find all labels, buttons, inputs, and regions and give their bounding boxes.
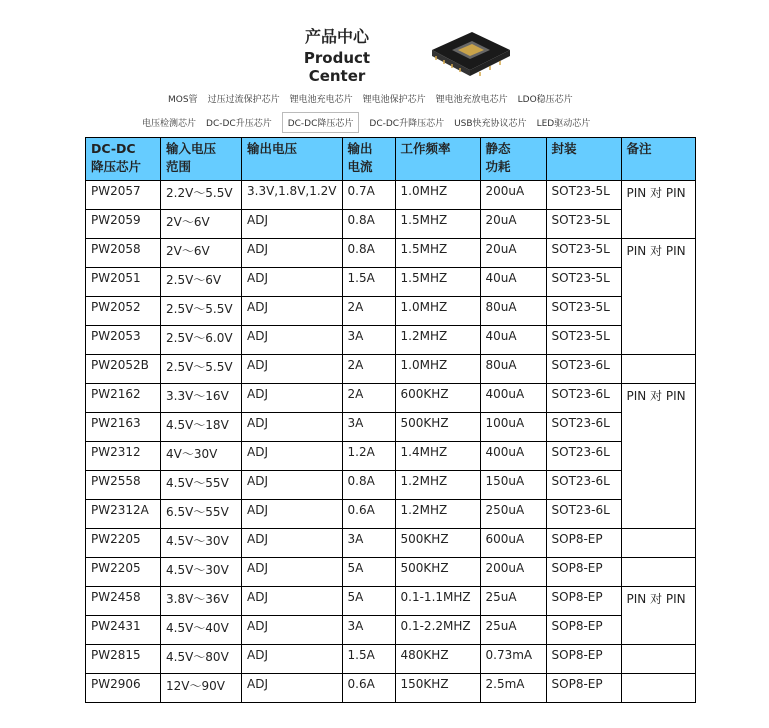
column-header: 静态 功耗: [480, 138, 546, 181]
table-cell: PW2163: [86, 413, 161, 442]
nav-item[interactable]: DC-DC降压芯片: [282, 112, 360, 133]
table-row: [86, 500, 696, 529]
nav-item[interactable]: USB快充协议芯片: [454, 119, 527, 129]
table-cell: ADJ: [242, 558, 343, 587]
table-cell: 600KHZ: [395, 384, 480, 413]
remark-cell: PIN 对 PIN: [621, 239, 695, 355]
table-cell: 5A: [342, 587, 395, 616]
table-row: [86, 558, 696, 587]
table-cell: ADJ: [242, 355, 343, 384]
remark-cell: [621, 645, 695, 674]
title-en: Product Center: [303, 49, 371, 85]
table-cell: PW2053: [86, 326, 161, 355]
table-cell: PW2312A: [86, 500, 161, 529]
table-cell: SOP8-EP: [546, 674, 621, 703]
table-cell: 2.5V～5.5V: [161, 297, 242, 326]
table-cell: 200uA: [480, 558, 546, 587]
table-cell: PW2205: [86, 558, 161, 587]
table-cell: 2.5mA: [480, 674, 546, 703]
table-cell: 3.3V～16V: [161, 384, 242, 413]
table-cell: 1.5MHZ: [395, 268, 480, 297]
table-cell: 25uA: [480, 587, 546, 616]
chip-image: [422, 20, 514, 82]
table-cell: SOT23-6L: [546, 471, 621, 500]
column-header: 输入电压 范围: [161, 138, 242, 181]
column-header: 工作频率: [395, 138, 480, 181]
nav-item[interactable]: LDO稳压芯片: [517, 95, 573, 105]
table-cell: ADJ: [242, 210, 343, 239]
table-cell: 80uA: [480, 297, 546, 326]
table-cell: 2A: [342, 355, 395, 384]
table-row: [86, 239, 696, 268]
table-cell: 4.5V～80V: [161, 645, 242, 674]
table-cell: ADJ: [242, 413, 343, 442]
remark-cell: [621, 558, 695, 587]
page-header: [276, 24, 398, 85]
table-cell: 0.6A: [342, 674, 395, 703]
table-cell: 1.4MHZ: [395, 442, 480, 471]
table-cell: PW2162: [86, 384, 161, 413]
table-cell: SOP8-EP: [546, 529, 621, 558]
table-cell: PW2458: [86, 587, 161, 616]
nav-item[interactable]: MOS管: [168, 95, 198, 105]
table-row: [86, 587, 696, 616]
title-cn: 产品中心: [304, 27, 369, 46]
table-cell: 4V～30V: [161, 442, 242, 471]
table-cell: ADJ: [242, 268, 343, 297]
table-row: [86, 355, 696, 384]
table-cell: 2.5V～6.0V: [161, 326, 242, 355]
table-cell: 1.5A: [342, 645, 395, 674]
nav-item[interactable]: 锂电池保护芯片: [362, 95, 426, 105]
table-cell: ADJ: [242, 471, 343, 500]
table-cell: 0.6A: [342, 500, 395, 529]
table-cell: 3A: [342, 616, 395, 645]
table-cell: 200uA: [480, 181, 546, 210]
table-cell: SOP8-EP: [546, 558, 621, 587]
table-cell: PW2815: [86, 645, 161, 674]
table-cell: 0.73mA: [480, 645, 546, 674]
nav-item[interactable]: 锂电池充放电芯片: [435, 95, 508, 105]
table-row: [86, 413, 696, 442]
table-row: [86, 442, 696, 471]
table-cell: 500KHZ: [395, 413, 480, 442]
table-row: [86, 326, 696, 355]
table-cell: ADJ: [242, 442, 343, 471]
table-cell: 25uA: [480, 616, 546, 645]
table-row: [86, 529, 696, 558]
table-cell: 1.0MHZ: [395, 181, 480, 210]
table-cell: 0.1-2.2MHZ: [395, 616, 480, 645]
table-cell: ADJ: [242, 326, 343, 355]
table-cell: 1.5A: [342, 268, 395, 297]
table-cell: PW2059: [86, 210, 161, 239]
table-row: [86, 471, 696, 500]
table-cell: 1.2MHZ: [395, 326, 480, 355]
table-cell: 4.5V～30V: [161, 558, 242, 587]
table-cell: 40uA: [480, 326, 546, 355]
table-cell: 2V～6V: [161, 210, 242, 239]
table-cell: 3.8V～36V: [161, 587, 242, 616]
table-cell: SOT23-5L: [546, 268, 621, 297]
table-cell: PW2052: [86, 297, 161, 326]
table-cell: SOT23-6L: [546, 442, 621, 471]
table-cell: 480KHZ: [395, 645, 480, 674]
table-cell: 2V～6V: [161, 239, 242, 268]
table-cell: 250uA: [480, 500, 546, 529]
nav-item[interactable]: LED驱动芯片: [536, 119, 591, 129]
table-cell: 3A: [342, 326, 395, 355]
table-cell: 150uA: [480, 471, 546, 500]
table-cell: SOT23-5L: [546, 297, 621, 326]
table-cell: 1.2MHZ: [395, 471, 480, 500]
table-cell: 3A: [342, 529, 395, 558]
column-header: 输出 电流: [342, 138, 395, 181]
table-cell: 400uA: [480, 384, 546, 413]
table-cell: SOT23-5L: [546, 181, 621, 210]
table-cell: ADJ: [242, 297, 343, 326]
table-row: [86, 210, 696, 239]
table-cell: 40uA: [480, 268, 546, 297]
table-cell: 1.5MHZ: [395, 210, 480, 239]
remark-cell: PIN 对 PIN: [621, 181, 695, 239]
table-cell: PW2558: [86, 471, 161, 500]
table-cell: SOT23-5L: [546, 239, 621, 268]
table-cell: 2.5V～5.5V: [161, 355, 242, 384]
table-cell: PW2205: [86, 529, 161, 558]
table-cell: 1.2MHZ: [395, 500, 480, 529]
table-cell: ADJ: [242, 500, 343, 529]
table-cell: 4.5V～18V: [161, 413, 242, 442]
table-cell: 0.8A: [342, 471, 395, 500]
table-cell: ADJ: [242, 239, 343, 268]
table-cell: PW2312: [86, 442, 161, 471]
table-cell: 100uA: [480, 413, 546, 442]
table-row: [86, 181, 696, 210]
table-cell: PW2058: [86, 239, 161, 268]
table-cell: 500KHZ: [395, 529, 480, 558]
table-cell: SOT23-6L: [546, 500, 621, 529]
remark-cell: [621, 674, 695, 703]
table-cell: 2A: [342, 384, 395, 413]
nav-item[interactable]: 过压过流保护芯片: [207, 95, 280, 105]
table-cell: SOT23-5L: [546, 326, 621, 355]
table-cell: 1.0MHZ: [395, 355, 480, 384]
category-nav-row-1: [168, 92, 583, 105]
table-cell: 2A: [342, 297, 395, 326]
nav-item[interactable]: 电压检测芯片: [142, 119, 197, 129]
table-cell: ADJ: [242, 645, 343, 674]
table-cell: 12V～90V: [161, 674, 242, 703]
table-cell: 1.2A: [342, 442, 395, 471]
table-cell: PW2906: [86, 674, 161, 703]
table-cell: 2.2V～5.5V: [161, 181, 242, 210]
table-cell: 4.5V～40V: [161, 616, 242, 645]
table-cell: 0.1-1.1MHZ: [395, 587, 480, 616]
table-cell: SOT23-6L: [546, 355, 621, 384]
column-header: DC-DC 降压芯片: [86, 138, 161, 181]
category-nav-row-2: [142, 116, 600, 133]
table-cell: SOP8-EP: [546, 645, 621, 674]
remark-cell: PIN 对 PIN: [621, 587, 695, 645]
table-cell: ADJ: [242, 529, 343, 558]
table-cell: SOT23-6L: [546, 413, 621, 442]
nav-item[interactable]: DC-DC升降压芯片: [369, 119, 445, 129]
nav-item[interactable]: 锂电池充电芯片: [289, 95, 353, 105]
table-cell: ADJ: [242, 616, 343, 645]
table-cell: 20uA: [480, 239, 546, 268]
table-cell: 20uA: [480, 210, 546, 239]
table-cell: 400uA: [480, 442, 546, 471]
table-cell: PW2057: [86, 181, 161, 210]
table-cell: 2.5V～6V: [161, 268, 242, 297]
remark-cell: [621, 529, 695, 558]
table-cell: 5A: [342, 558, 395, 587]
table-cell: 0.8A: [342, 239, 395, 268]
table-cell: ADJ: [242, 384, 343, 413]
table-cell: PW2051: [86, 268, 161, 297]
table-cell: 1.0MHZ: [395, 297, 480, 326]
table-cell: 500KHZ: [395, 558, 480, 587]
table-row: [86, 297, 696, 326]
column-header: 备注: [621, 138, 695, 181]
table-cell: 3A: [342, 413, 395, 442]
table-cell: SOT23-5L: [546, 210, 621, 239]
remark-cell: [621, 355, 695, 384]
column-header: 封装: [546, 138, 621, 181]
table-cell: 4.5V～55V: [161, 471, 242, 500]
table-cell: PW2052B: [86, 355, 161, 384]
table-cell: 4.5V～30V: [161, 529, 242, 558]
nav-item[interactable]: DC-DC升压芯片: [206, 119, 272, 129]
column-header: 输出电压: [242, 138, 343, 181]
table-cell: 6.5V～55V: [161, 500, 242, 529]
table-row: [86, 384, 696, 413]
table-row: [86, 645, 696, 674]
table-cell: PW2431: [86, 616, 161, 645]
table-cell: SOP8-EP: [546, 587, 621, 616]
table-cell: SOT23-6L: [546, 384, 621, 413]
table-cell: 0.7A: [342, 181, 395, 210]
table-cell: ADJ: [242, 674, 343, 703]
table-cell: 1.5MHZ: [395, 239, 480, 268]
table-cell: ADJ: [242, 587, 343, 616]
table-row: [86, 674, 696, 703]
table-cell: 3.3V,1.8V,1.2V: [242, 181, 343, 210]
table-cell: SOP8-EP: [546, 616, 621, 645]
table-row: [86, 268, 696, 297]
table-cell: 150KHZ: [395, 674, 480, 703]
table-cell: 0.8A: [342, 210, 395, 239]
table-cell: 600uA: [480, 529, 546, 558]
product-table: [85, 137, 696, 703]
table-cell: 80uA: [480, 355, 546, 384]
remark-cell: PIN 对 PIN: [621, 384, 695, 529]
table-row: [86, 616, 696, 645]
